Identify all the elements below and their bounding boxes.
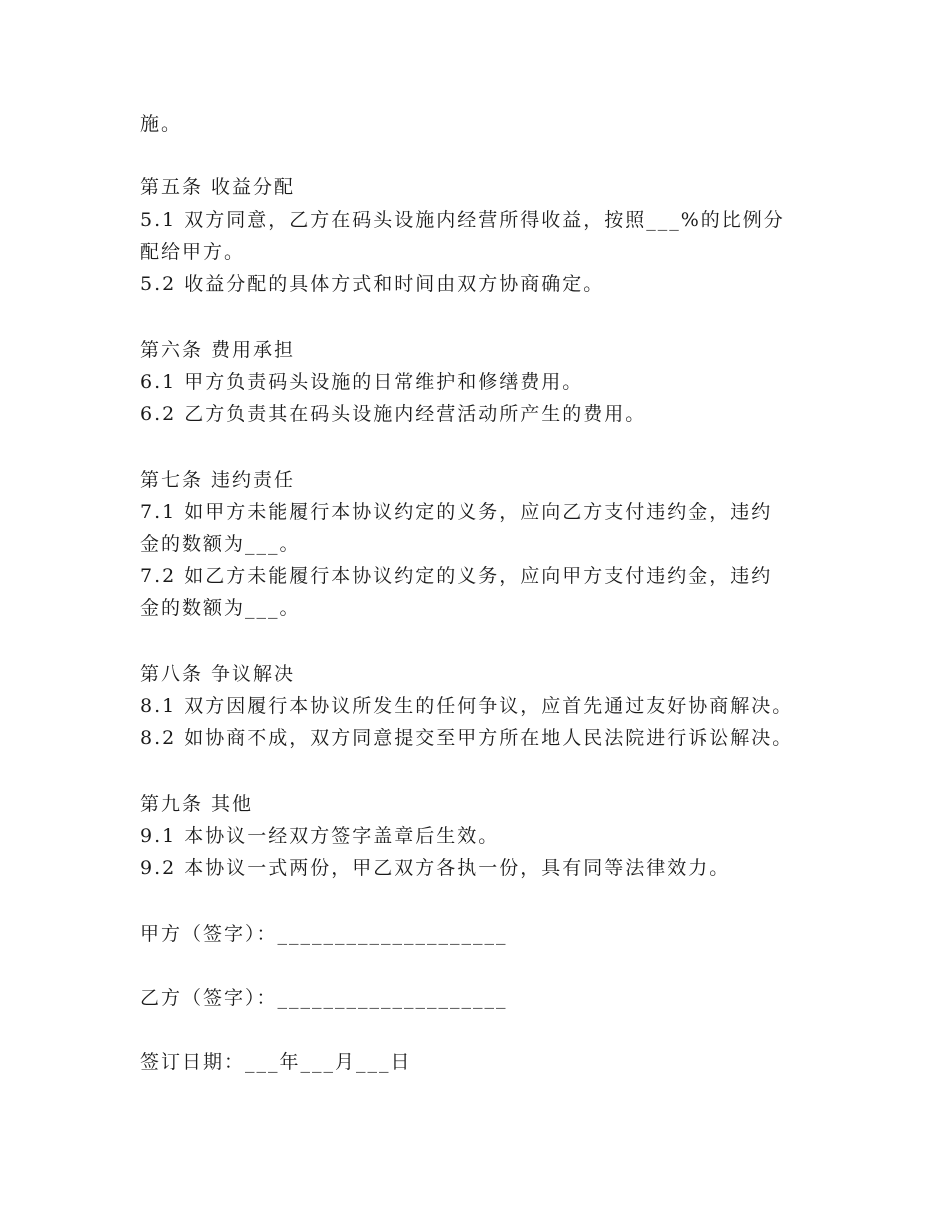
party-a-signature-line: 甲方（签字）：____________________ [140, 923, 508, 945]
clause-6-2: 6.2 乙方负责其在码头设施内经营活动所产生的费用。 [140, 403, 647, 425]
clause-8-1: 8.1 双方因履行本协议所发生的任何争议，应首先通过友好协商解决。 [140, 695, 794, 717]
clause-7-1-line-1: 7.1 如甲方未能履行本协议约定的义务，应向乙方支付违约金，违约 [140, 501, 773, 523]
clause-5-1-line-2: 配给甲方。 [140, 241, 246, 263]
clause-9-1: 9.1 本协议一经双方签字盖章后生效。 [140, 825, 500, 847]
continuation-text: 施。 [140, 113, 183, 135]
section-heading-7: 第七条 违约责任 [140, 469, 296, 491]
clause-6-1: 6.1 甲方负责码头设施的日常维护和修缮费用。 [140, 371, 584, 393]
section-heading-8: 第八条 争议解决 [140, 663, 296, 685]
clause-7-2-line-1: 7.2 如乙方未能履行本协议约定的义务，应向甲方支付违约金，违约 [140, 565, 773, 587]
clause-5-1-line-1: 5.1 双方同意，乙方在码头设施内经营所得收益，按照___%的比例分 [140, 209, 785, 231]
clause-7-1-line-2: 金的数额为___。 [140, 533, 301, 555]
party-b-signature-line: 乙方（签字）：____________________ [140, 987, 508, 1009]
clause-5-2: 5.2 收益分配的具体方式和时间由双方协商确定。 [140, 273, 605, 295]
section-heading-6: 第六条 费用承担 [140, 339, 296, 361]
clause-9-2: 9.2 本协议一式两份，甲乙双方各执一份，具有同等法律效力。 [140, 857, 731, 879]
clause-8-2: 8.2 如协商不成，双方同意提交至甲方所在地人民法院进行诉讼解决。 [140, 727, 794, 749]
signing-date-line: 签订日期：___年___月___日 [140, 1051, 412, 1073]
clause-7-2-line-2: 金的数额为___。 [140, 597, 301, 619]
section-heading-9: 第九条 其他 [140, 793, 254, 815]
section-heading-5: 第五条 收益分配 [140, 176, 296, 198]
